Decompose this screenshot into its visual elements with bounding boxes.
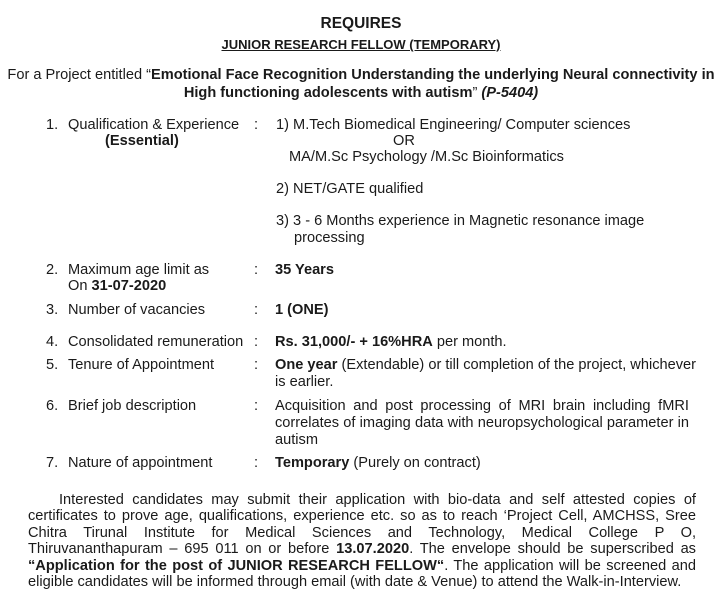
item-colon: : — [254, 117, 259, 133]
item-label: Tenure of Appointment — [68, 357, 215, 373]
application-instructions — [28, 492, 696, 590]
age-cutoff-date: 31-07-2020 — [91, 278, 167, 294]
item-sublabel: (Essential) — [105, 133, 179, 149]
item-number: 3. — [46, 302, 59, 318]
instructions-part-1: Interested candidates may submit their application with bio-data and self attested copies of certificates to prove age, qualifications, experience etc. so as to reach ‘Project Cell, AMCHSS, Sree Chitra Tirunal Institute for Medical Sciences and Technology, Medical College P O, Thiruvananthapuram – 695 011 on or before — [28, 492, 696, 558]
item-value: Acquisition and post processing of MRI brain including fMRI correlates of imaging data with neuropsychological parameter in autism — [275, 398, 689, 448]
item-label: Brief job description — [68, 398, 197, 414]
item-label: Qualification & Experience — [68, 117, 240, 133]
item-value: 35 Years — [275, 262, 334, 278]
project-title-line-2 — [0, 85, 722, 102]
page-heading: REQUIRES — [320, 15, 402, 32]
item-label: Nature of appointment — [68, 455, 213, 471]
item-value — [275, 334, 507, 351]
item-colon: : — [254, 455, 259, 471]
position-title: JUNIOR RESEARCH FELLOW (TEMPORARY) — [221, 37, 501, 52]
item-label-date — [68, 278, 166, 295]
item-number: 7. — [46, 455, 59, 471]
qualification-1: 1) M.Tech Biomedical Engineering/ Computer sciences — [276, 117, 631, 133]
tenure-detail: (Extendable) or till completion of the project, whichever — [337, 357, 696, 373]
instructions-part-3: . The application will be screened and eligible candidates will be informed through email (with date & Venue) to attend the Walk-in-Interview. — [28, 557, 696, 591]
qualification-2: 2) NET/GATE qualified — [276, 181, 424, 197]
item-colon: : — [254, 262, 259, 278]
item-value: 1 (ONE) — [275, 302, 329, 318]
appointment-detail: (Purely on contract) — [349, 455, 481, 471]
last-date: 13.07.2020 — [336, 541, 410, 558]
qualification-or: OR — [393, 133, 415, 149]
appointment-type: Temporary — [275, 455, 350, 471]
item-colon: : — [254, 357, 259, 373]
remuneration-period: per month. — [432, 334, 507, 350]
qualification-3-cont: processing — [294, 230, 365, 246]
date-prefix: On — [68, 278, 92, 294]
item-colon: : — [254, 302, 259, 318]
project-code: (P-5404) — [481, 85, 539, 101]
item-colon: : — [254, 398, 259, 414]
item-number: 1. — [46, 117, 59, 133]
project-title-part-2: High functioning adolescents with autism — [183, 85, 473, 101]
item-number: 5. — [46, 357, 59, 373]
item-value — [275, 455, 481, 472]
item-number: 6. — [46, 398, 59, 414]
remuneration-amount: Rs. 31,000/- + 16%HRA — [275, 334, 433, 350]
item-label: Maximum age limit as — [68, 262, 210, 278]
tenure-duration: One year — [275, 357, 338, 373]
qualification-1-alt: MA/M.Sc Psychology /M.Sc Bioinformatics — [289, 149, 564, 165]
project-title-part-1: Emotional Face Recognition Understanding the underlying Neural connectivity in — [151, 67, 715, 83]
item-colon: : — [254, 334, 259, 350]
item-label: Consolidated remuneration — [68, 334, 244, 350]
item-number: 2. — [46, 262, 59, 278]
project-title-line-1 — [0, 67, 722, 84]
envelope-superscription: “Application for the post of JUNIOR RESEARCH FELLOW“ — [28, 557, 445, 574]
item-value-cont: is earlier. — [275, 374, 334, 390]
item-number: 4. — [46, 334, 59, 350]
instructions-part-2: . The envelope should be superscribed as — [409, 541, 696, 558]
qualification-3: 3) 3 - 6 Months experience in Magnetic resonance image — [276, 213, 645, 229]
item-label: Number of vacancies — [68, 302, 206, 318]
item-value — [275, 357, 696, 374]
project-close-quote: ” — [472, 85, 482, 101]
project-prefix: For a Project entitled “ — [7, 67, 151, 83]
